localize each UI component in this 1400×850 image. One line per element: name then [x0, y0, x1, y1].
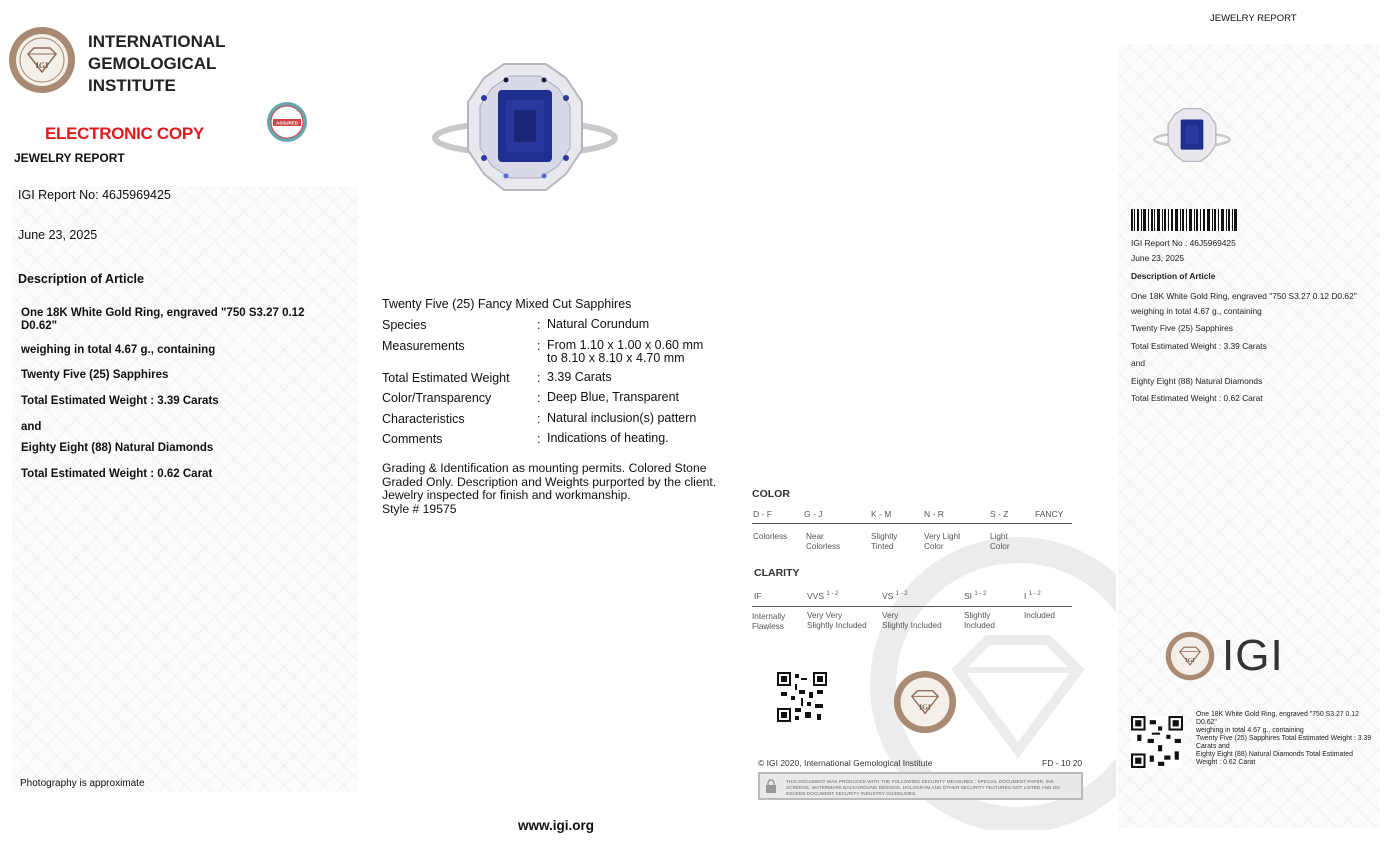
website-link[interactable]: www.igi.org — [518, 818, 594, 833]
desc-line: Color — [990, 542, 1010, 551]
clarity-base: I — [1024, 591, 1027, 601]
clarity-base: IF — [754, 591, 762, 601]
color-grade-head: S - Z — [990, 509, 1009, 519]
qr-desc-line: Weight : 0.62 Carat — [1196, 759, 1256, 766]
clarity-grade-head — [754, 591, 762, 601]
igi-brand-text: IGI — [1222, 631, 1284, 680]
desc-line: Slightly Included — [807, 621, 867, 630]
clarity-base: SI — [964, 591, 973, 601]
photo-note: Photography is approximate — [20, 778, 145, 789]
desc-line: Colorless — [753, 532, 788, 541]
description-heading: Description of Article — [18, 272, 144, 286]
clarity-grade-desc — [807, 611, 867, 631]
igi-seal-logo — [8, 26, 76, 94]
description-line: weighing in total 4.67 g., containing — [21, 344, 216, 356]
svg-text:IGI: IGI — [35, 61, 49, 70]
desc-line: Tinted — [871, 542, 894, 551]
desc-line: Slightly — [964, 611, 991, 620]
qr-desc-line: Eighty Eight (88) Natural Diamonds Total Estimated — [1196, 751, 1353, 758]
institute-name-line: GEMOLOGICAL — [88, 54, 217, 73]
desc-line: Colorless — [806, 542, 841, 551]
ring-thumbnail — [1153, 100, 1231, 170]
right-qr-code[interactable] — [1131, 716, 1183, 768]
field-colon: : — [537, 391, 541, 405]
color-grade-head: N - R — [924, 509, 944, 519]
field-label: Color/Transparency — [382, 391, 492, 405]
description-line: Eighty Eight (88) Natural Diamonds — [21, 442, 214, 454]
qr-desc-line: Twenty Five (25) Sapphires Total Estimated Weight : 3.39 — [1196, 735, 1372, 742]
security-text: THIS DOCUMENT WAS PRODUCED WITH THE FOLLOWING SECURITY MEASURES : SPECIAL DOCUMENT PAPER, INK SCREENS, WATERMARK BACKGROUND DESIGNS, HOLOGRAM AND OTHER SECURITY FEATURES NOT LISTED AND DO EXCEED DOCUMENT SECURITY INDUSTRY GUIDELINES. — [786, 779, 1060, 796]
field-value: Natural Corundum — [547, 317, 650, 331]
institute-name-line: INSTITUTE — [88, 76, 176, 95]
desc-line: Very — [882, 611, 899, 620]
lock-icon — [765, 779, 777, 793]
desc-line: Very Very — [807, 611, 843, 620]
clarity-scale-title: CLARITY — [754, 567, 800, 579]
field-value: Indications of heating. — [547, 431, 669, 445]
grading-note — [382, 462, 727, 516]
clarity-grade-desc — [882, 611, 942, 631]
color-grade-desc — [806, 532, 840, 552]
description-line: and — [21, 421, 42, 433]
color-grade-head: G - J — [804, 509, 823, 519]
svg-text:IGI: IGI — [1185, 657, 1195, 664]
style-number: Style # 19575 — [382, 501, 457, 516]
color-grade-head: FANCY — [1035, 509, 1064, 519]
copyright: © IGI 2020, International Gemological Institute — [758, 758, 933, 768]
right-date: June 23, 2025 — [1131, 253, 1185, 263]
desc-line: Slightly — [871, 532, 898, 541]
description-line: Total Estimated Weight : 3.39 Carats — [21, 395, 219, 407]
clarity-grade-desc — [964, 611, 995, 631]
field-value: Deep Blue, Transparent — [547, 390, 680, 404]
color-grade-head: D - F — [753, 509, 772, 519]
right-description-line: Eighty Eight (88) Natural Diamonds — [1131, 376, 1263, 386]
desc-line: Internally — [752, 612, 786, 621]
clarity-grade-desc — [1024, 611, 1055, 621]
description-line: Total Estimated Weight : 0.62 Carat — [21, 468, 213, 480]
ring-photo — [432, 58, 618, 196]
field-colon: : — [537, 339, 541, 353]
right-description-heading: Description of Article — [1131, 271, 1216, 281]
desc-line: Light — [990, 532, 1008, 541]
stone-heading: Twenty Five (25) Fancy Mixed Cut Sapphires — [382, 297, 632, 311]
field-label: Species — [382, 318, 427, 332]
barcode — [1131, 209, 1237, 231]
form-code: FD - 10 20 — [1042, 758, 1083, 768]
electronic-copy-label: ELECTRONIC COPY — [45, 124, 204, 143]
clarity-grade-head — [1024, 591, 1041, 601]
report-number-label: IGI Report No: — [18, 188, 99, 202]
desc-line: Flawless — [752, 622, 784, 631]
right-description-line: and — [1131, 358, 1145, 368]
igi-brand-seal — [1165, 631, 1215, 681]
igi-seal-small — [893, 670, 957, 734]
measurement-to: to 8.10 x 8.10 x 4.70 mm — [547, 351, 685, 365]
field-value: Natural inclusion(s) pattern — [547, 411, 697, 425]
right-report-number: IGI Report No : 46J5969425 — [1131, 238, 1236, 248]
clarity-scale-line — [752, 606, 1072, 607]
qr-desc-line: weighing in total 4.67 g., containing — [1196, 727, 1304, 734]
field-value — [547, 339, 703, 365]
clarity-sup: 1 - 2 — [974, 591, 987, 598]
color-grade-desc — [924, 532, 960, 552]
clarity-grade-head — [964, 591, 986, 601]
right-description-line: One 18K White Gold Ring, engraved "750 S3.27 0.12 D0.62" — [1131, 291, 1357, 301]
color-grade-head: K - M — [871, 509, 892, 519]
description-line: Twenty Five (25) Sapphires — [21, 369, 169, 381]
right-qr-description — [1196, 711, 1378, 767]
report-type: JEWELRY REPORT — [14, 151, 125, 165]
field-value: 3.39 Carats — [547, 370, 612, 384]
measurement-from: From 1.10 x 1.00 x 0.60 mm — [547, 338, 704, 352]
report-number-value: 46J5969425 — [102, 188, 171, 202]
right-report-type: JEWELRY REPORT — [1210, 13, 1297, 24]
quality-assured-badge — [266, 101, 308, 143]
svg-text:IGI: IGI — [919, 702, 931, 712]
color-grade-desc — [871, 532, 897, 552]
field-colon: : — [537, 318, 541, 332]
desc-line: Very Light — [924, 532, 961, 541]
color-scale-line — [752, 523, 1072, 524]
qr-desc-line: D0.62" — [1196, 719, 1217, 726]
field-label: Total Estimated Weight — [382, 371, 510, 385]
clarity-sup: 1 - 2 — [895, 591, 908, 598]
field-colon: : — [537, 412, 541, 426]
field-label: Characteristics — [382, 412, 465, 426]
clarity-grade-head — [882, 591, 908, 601]
field-colon: : — [537, 371, 541, 385]
field-label: Comments — [382, 432, 443, 446]
clarity-grade-head — [807, 591, 838, 601]
desc-line: Included — [1024, 611, 1055, 620]
svg-text:ASSURED: ASSURED — [275, 120, 299, 126]
institute-name — [88, 31, 226, 97]
right-description-line: Total Estimated Weight : 0.62 Carat — [1131, 393, 1263, 403]
grading-note-text: Grading & Identification as mounting permits. Colored Stone Graded Only. Description and Weights purported by the client. Jewelry inspected for finish and workmanship. — [382, 461, 717, 502]
desc-line: Near — [806, 532, 824, 541]
clarity-sup: 1 - 2 — [826, 591, 839, 598]
desc-line: Color — [924, 542, 944, 551]
clarity-base: VVS — [807, 591, 825, 601]
color-scale-title: COLOR — [752, 488, 790, 500]
right-description-line: Total Estimated Weight : 3.39 Carats — [1131, 341, 1267, 351]
right-description-line: weighing in total 4.67 g., containing — [1131, 306, 1262, 316]
desc-line: Included — [964, 621, 995, 630]
security-strip — [758, 772, 1083, 800]
color-grade-desc — [753, 532, 787, 542]
report-date: June 23, 2025 — [18, 228, 98, 242]
clarity-base: VS — [882, 591, 894, 601]
institute-name-line: INTERNATIONAL — [88, 32, 226, 51]
report-number — [18, 188, 171, 202]
qr-desc-line: Carats and — [1196, 743, 1230, 750]
field-label: Measurements — [382, 339, 465, 353]
clarity-sup: 1 - 2 — [1028, 591, 1041, 598]
color-grade-desc — [990, 532, 1010, 552]
qr-desc-line: One 18K White Gold Ring, engraved "750 S3.27 0.12 — [1196, 711, 1359, 718]
right-description-line: Twenty Five (25) Sapphires — [1131, 323, 1233, 333]
description-line: One 18K White Gold Ring, engraved "750 S3.27 0.12 D0.62" — [21, 307, 305, 332]
clarity-grade-desc — [752, 612, 785, 632]
desc-line: Slightly Included — [882, 621, 942, 630]
field-colon: : — [537, 432, 541, 446]
qr-code[interactable] — [777, 672, 827, 722]
